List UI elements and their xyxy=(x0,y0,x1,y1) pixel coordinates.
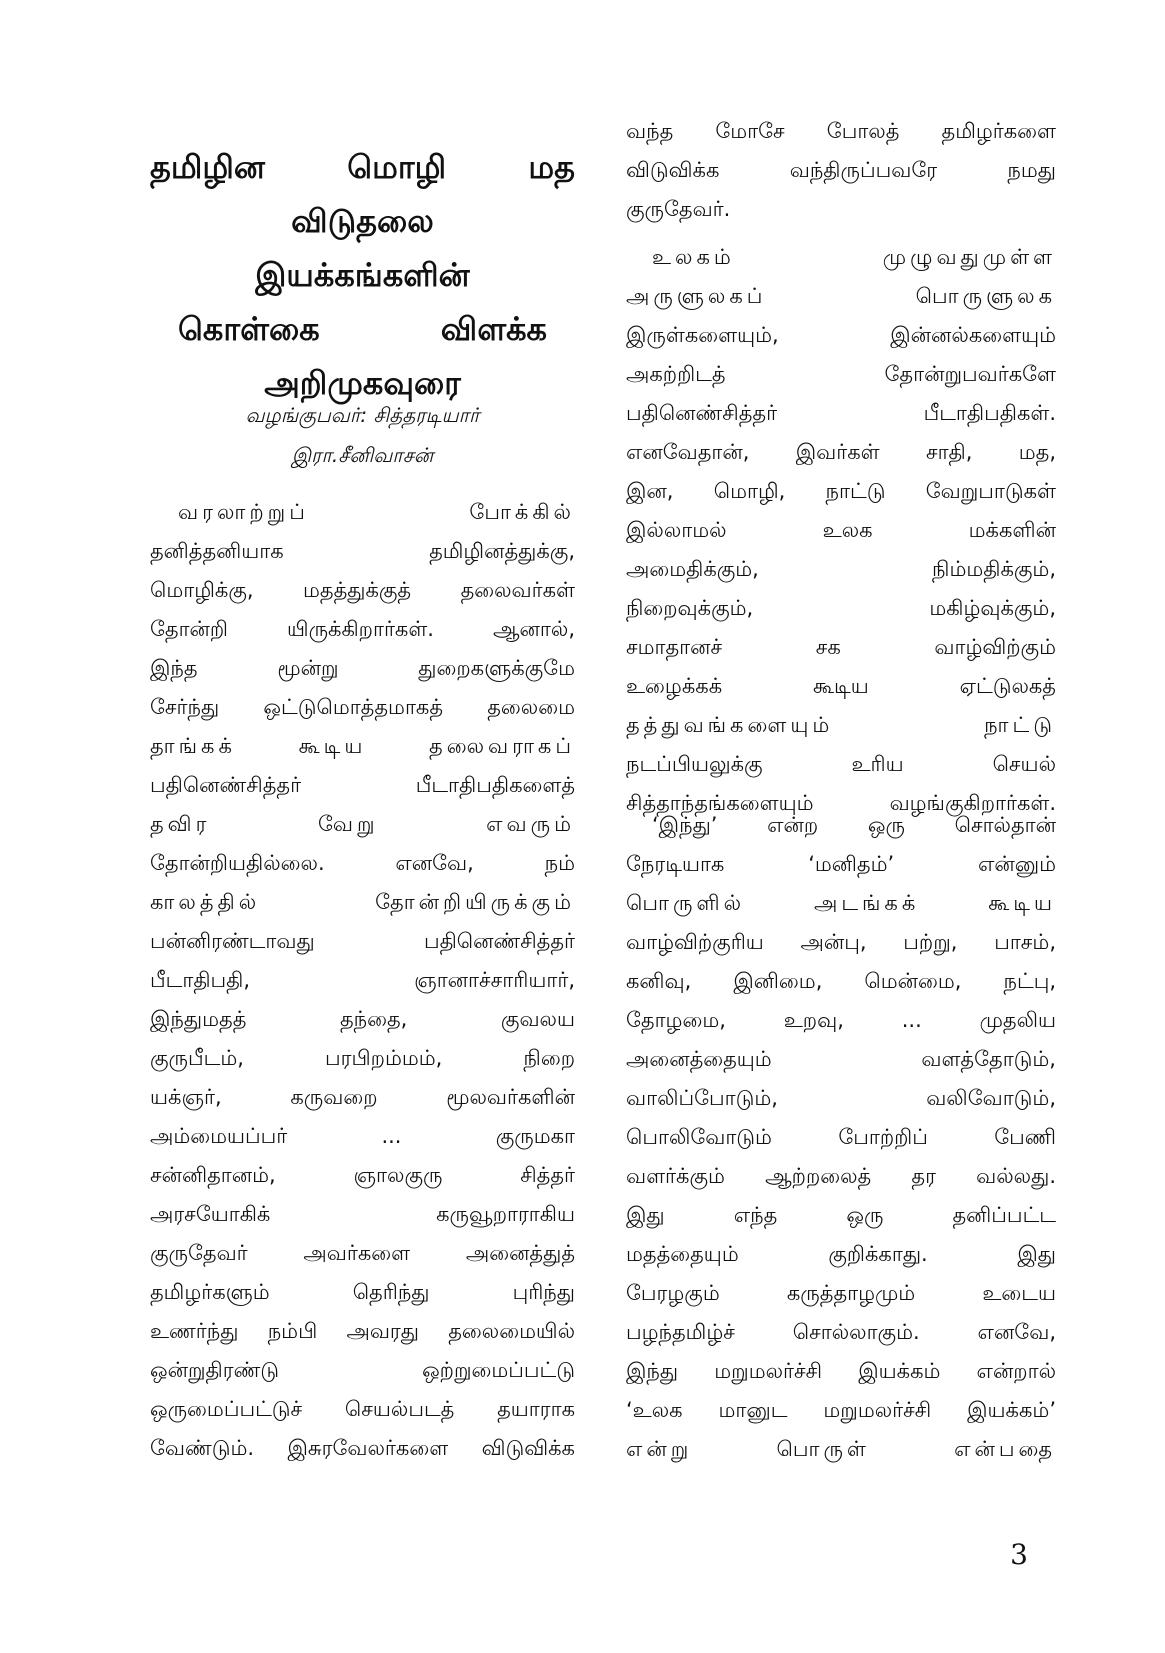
text-line: இன, மொழி, நாட்டு வேறுபாடுகள் xyxy=(626,479,1056,503)
text-line: பதினெண்சித்தர் பீடாதிபதிகள். xyxy=(626,401,1056,425)
text-line: தோன்றியதில்லை. எனவே, நம் xyxy=(150,851,575,875)
text-line: மொழிக்கு, மதத்துக்குத் தலைவர்கள் xyxy=(150,578,575,602)
text-line: அருளுலகப் பொருளுலக xyxy=(626,284,1056,308)
text-line: சன்னிதானம், ஞாலகுரு சித்தர் xyxy=(150,1163,575,1187)
text-line: அமைதிக்கும், நிம்மதிக்கும், xyxy=(626,557,1056,581)
text-line: தோழமை, உறவு, ... முதலிய xyxy=(626,1008,1056,1032)
text-line: அனைத்தையும் வளத்தோடும், xyxy=(626,1047,1056,1071)
text-line: காலத்தில் தோன்றியிருக்கும் xyxy=(150,890,575,914)
text-line: உணர்ந்து நம்பி அவரது தலைமையில் xyxy=(150,1319,575,1343)
left-paragraph-1 xyxy=(150,493,575,1468)
text-line: இது எந்த ஒரு தனிப்பட்ட xyxy=(626,1203,1056,1227)
text-line: பன்னிரண்டாவது பதினெண்சித்தர் xyxy=(150,929,575,953)
text-line: வளர்க்கும் ஆற்றலைத் தர வல்லது. xyxy=(626,1164,1056,1188)
text-line: நிறைவுக்கும், மகிழ்வுக்கும், xyxy=(626,596,1056,620)
text-line: பீடாதிபதி, ஞானாச்சாரியார், xyxy=(150,968,575,992)
text-line: தனித்தனியாக தமிழினத்துக்கு, xyxy=(150,539,575,563)
text-line: வரலாற்றுப் போக்கில் xyxy=(178,500,575,524)
text-line: என்று பொருள் என்பதை xyxy=(626,1437,1056,1461)
title-line: விடுதலை xyxy=(291,202,434,240)
text-line: ஒன்றுதிரண்டு ஒற்றுமைப்பட்டு xyxy=(150,1358,575,1382)
text-line: நடப்பியலுக்கு உரிய செயல் xyxy=(626,752,1056,776)
title-line: தமிழின மொழி மத xyxy=(150,148,575,186)
text-line: பொலிவோடும் போற்றிப் பேணி xyxy=(626,1125,1056,1149)
title-line: இயக்கங்களின் xyxy=(255,256,470,294)
right-paragraph-1 xyxy=(626,112,1056,229)
text-line: பொருளில் அடங்கக் கூடிய xyxy=(626,891,1056,915)
text-line: குருதேவர். xyxy=(626,197,731,221)
text-line: யக்ஞர், கருவறை மூலவர்களின் xyxy=(150,1085,575,1109)
page-number: 3 xyxy=(1010,1538,1028,1571)
text-line: தத்துவங்களையும் நாட்டு xyxy=(626,713,1056,737)
text-line: கனிவு, இனிமை, மென்மை, நட்பு, xyxy=(626,969,1056,993)
text-line: இந்துமதத் தந்தை, குவலய xyxy=(150,1007,575,1031)
text-line: குருபீடம், பரபிறம்மம், நிறை xyxy=(150,1046,575,1070)
right-paragraph-2 xyxy=(626,238,1056,823)
text-line: எனவேதான், இவர்கள் சாதி, மத, xyxy=(626,440,1056,464)
text-line: தவிர வேறு எவரும் xyxy=(150,812,575,836)
right-paragraph-3 xyxy=(626,806,1056,1469)
text-line: சேர்ந்து ஒட்டுமொத்தமாகத் தலைமை xyxy=(150,695,575,719)
text-line: இல்லாமல் உலக மக்களின் xyxy=(626,518,1056,542)
text-line: உலகம் முழுவதுமுள்ள xyxy=(652,245,1056,269)
text-line: தோன்றி யிருக்கிறார்கள். ஆனால், xyxy=(150,617,575,641)
text-line: இருள்களையும், இன்னல்களையும் xyxy=(626,323,1056,347)
text-line: விடுவிக்க வந்திருப்பவரே நமது xyxy=(626,158,1056,182)
text-line: வந்த மோசே போலத் தமிழர்களை xyxy=(626,119,1056,143)
text-line: பதினெண்சித்தர் பீடாதிபதிகளைத் xyxy=(150,773,575,797)
text-line: இந்த மூன்று துறைகளுக்குமே xyxy=(150,656,575,680)
text-line: நேரடியாக ‘மனிதம்’ என்னும் xyxy=(626,852,1056,876)
title-line: கொள்கை விளக்க xyxy=(178,310,547,348)
text-line: அம்மையப்பர் ... குருமகா xyxy=(150,1124,575,1148)
text-line: மதத்தையும் குறிக்காது. இது xyxy=(626,1242,1056,1266)
byline-author-name: இரா.சீனிவாசன் xyxy=(291,443,434,467)
text-line: ‘இந்து’ என்ற ஒரு சொல்தான் xyxy=(652,813,1056,837)
document-title xyxy=(150,140,575,410)
text-line: தாங்கக் கூடிய தலைவராகப் xyxy=(150,734,575,758)
title-line: அறிமுகவுரை xyxy=(264,364,461,402)
text-line: பேரழகும் கருத்தாழமும் உடைய xyxy=(626,1281,1056,1305)
text-line: ‘உலக மானுட மறுமலர்ச்சி இயக்கம்’ xyxy=(626,1398,1056,1422)
text-line: சித்தாந்தங்களையும் வழங்குகிறார்கள். xyxy=(626,791,1056,815)
text-line: அரசயோகிக் கருவூறாராகிய xyxy=(150,1202,575,1226)
text-line: வாழ்விற்குரிய அன்பு, பற்று, பாசம், xyxy=(626,930,1056,954)
text-line: அகற்றிடத் தோன்றுபவர்களே xyxy=(626,362,1056,386)
text-line: குருதேவர் அவர்களை அனைத்துத் xyxy=(150,1241,575,1265)
text-line: சமாதானச் சக வாழ்விற்கும் xyxy=(626,635,1056,659)
text-line: வேண்டும். இசுரவேலர்களை விடுவிக்க xyxy=(150,1436,575,1460)
author-byline xyxy=(150,395,575,475)
text-line: ஒருமைப்பட்டுச் செயல்படத் தயாராக xyxy=(150,1397,575,1421)
text-line: உழைக்கக் கூடிய ஏட்டுலகத் xyxy=(626,674,1056,698)
text-line: வாலிப்போடும், வலிவோடும், xyxy=(626,1086,1056,1110)
text-line: இந்து மறுமலர்ச்சி இயக்கம் என்றால் xyxy=(626,1359,1056,1383)
text-line: தமிழர்களும் தெரிந்து புரிந்து xyxy=(150,1280,575,1304)
byline-presenter: வழங்குபவர்: சித்தரடியார் xyxy=(245,403,480,427)
text-line: பழந்தமிழ்ச் சொல்லாகும். எனவே, xyxy=(626,1320,1056,1344)
